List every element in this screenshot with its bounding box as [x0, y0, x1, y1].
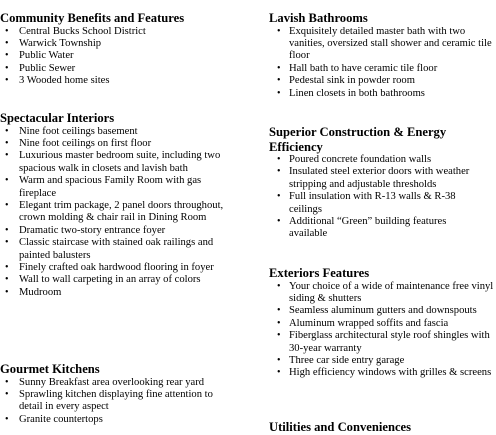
bullet-icon: • — [5, 376, 9, 388]
list-item: • Sprawling kitchen displaying fine attention to detail in every aspect — [5, 388, 213, 413]
feature-list — [0, 26, 252, 88]
bullet-icon: • — [5, 413, 9, 425]
list-item: • Full insulation with R-13 walls & R-38 ceilings — [277, 191, 456, 215]
bullet-icon: • — [277, 75, 281, 87]
bullet-icon: • — [277, 280, 281, 292]
gourmet-kitchens-section — [0, 362, 232, 426]
bullet-icon: • — [5, 274, 9, 286]
bullet-icon: • — [277, 317, 281, 329]
bullet-icon: • — [277, 191, 281, 203]
bullet-icon: • — [277, 166, 281, 178]
list-item: • Exquisitely detailed master bath with two vanities, oversized stall shower and ceramic tile floor — [277, 25, 492, 62]
bullet-icon: • — [5, 137, 9, 149]
bullet-icon: • — [5, 237, 9, 249]
bullet-icon: • — [5, 286, 9, 298]
bullet-icon: • — [277, 305, 281, 317]
list-item: • Pedestal sink in powder room — [277, 75, 415, 87]
feature-list — [0, 377, 232, 427]
section-heading: Spectacular Interiors — [0, 111, 115, 125]
list-item: • Mudroom — [5, 286, 62, 298]
list-item: • Granite countertops — [5, 413, 103, 425]
spectacular-interiors-section — [0, 111, 232, 299]
list-item: • 3 Wooded home sites — [5, 75, 110, 87]
feature-list — [0, 126, 232, 300]
bullet-icon: • — [277, 367, 281, 379]
list-item: • Elegant trim package, 2 panel doors throughout, crown molding & chair rail in Dining Room — [5, 199, 224, 224]
bullet-icon: • — [277, 154, 281, 165]
bullet-icon: • — [277, 330, 281, 342]
list-item: • Sunny Breakfast area overlooking rear yard — [5, 376, 205, 388]
section-heading: Lavish Bathrooms — [269, 11, 368, 25]
bullet-icon: • — [5, 388, 9, 400]
section-heading: Utilities and Conveniences — [269, 420, 412, 434]
list-item: • Fiberglass architectural style roof shingles with 30-year warranty — [277, 330, 490, 354]
bullet-icon: • — [5, 175, 9, 187]
list-item: • Public Sewer — [5, 62, 76, 74]
bullet-icon: • — [5, 224, 9, 236]
list-item: • Your choice of a wide of maintenance free vinyl siding & shutters — [277, 280, 494, 304]
bullet-icon: • — [5, 125, 9, 137]
bullet-icon: • — [5, 75, 9, 87]
bullet-icon: • — [5, 261, 9, 273]
list-item: • Classic staircase with stained oak railings and painted balusters — [5, 237, 214, 261]
bullet-icon: • — [5, 25, 9, 37]
section-heading: Community Benefits and Features — [0, 11, 185, 25]
exteriors-features-section — [269, 266, 496, 380]
list-item: • Warm and spacious Family Room with gas fireplace — [5, 175, 202, 199]
list-item: • Warwick Township — [5, 37, 102, 49]
list-item: • Finely crafted oak hardwood flooring in foyer — [5, 261, 214, 273]
bullet-icon: • — [277, 62, 281, 74]
bullet-icon: • — [277, 354, 281, 366]
list-item: • Insulated steel exterior doors with weather stripping and adjustable thresholds — [277, 166, 470, 190]
bullet-icon: • — [5, 150, 9, 162]
bullet-icon: • — [277, 216, 281, 228]
list-item: • Central Bucks School District — [5, 25, 146, 37]
feature-list — [269, 154, 479, 241]
feature-list — [269, 26, 496, 100]
utilities-conveniences-section — [269, 420, 496, 435]
bullet-icon: • — [5, 37, 9, 49]
section-heading: Superior Construction & Energy Efficiency — [269, 125, 447, 154]
list-item: • Wall to wall carpeting in an array of colors — [5, 274, 201, 286]
lavish-bathrooms-section — [269, 11, 496, 100]
list-item: • Public Water — [5, 50, 74, 62]
bullet-icon: • — [5, 62, 9, 74]
bullet-icon: • — [5, 50, 9, 62]
bullet-icon: • — [277, 87, 281, 99]
superior-construction-section — [269, 125, 479, 241]
list-item: • Aluminum wrapped soffits and fascia — [277, 317, 449, 329]
list-item: • Dramatic two-story entrance foyer — [5, 224, 166, 236]
list-item: • Seamless aluminum gutters and downspouts — [277, 305, 477, 317]
list-item: • Three car side entry garage — [277, 354, 405, 366]
list-item: • Luxurious master bedroom suite, including two spacious walk in closets and lavish bath — [5, 150, 221, 174]
list-item: • Hall bath to have ceramic tile floor — [277, 62, 438, 74]
bullet-icon: • — [277, 25, 281, 37]
list-item: • Nine foot ceilings basement — [5, 125, 138, 137]
feature-list — [269, 281, 496, 380]
list-item: • Additional “Green” building features available — [277, 216, 447, 240]
list-item: • Poured concrete foundation walls — [277, 154, 432, 165]
community-benefits-section — [0, 11, 252, 88]
section-heading: Exteriors Features — [269, 266, 370, 280]
list-item: • Nine foot ceilings on first floor — [5, 137, 152, 149]
bullet-icon: • — [5, 199, 9, 211]
section-heading: Gourmet Kitchens — [0, 362, 100, 376]
list-item: • Linen closets in both bathrooms — [277, 87, 425, 99]
list-item: • High efficiency windows with grilles & screens — [277, 367, 492, 379]
